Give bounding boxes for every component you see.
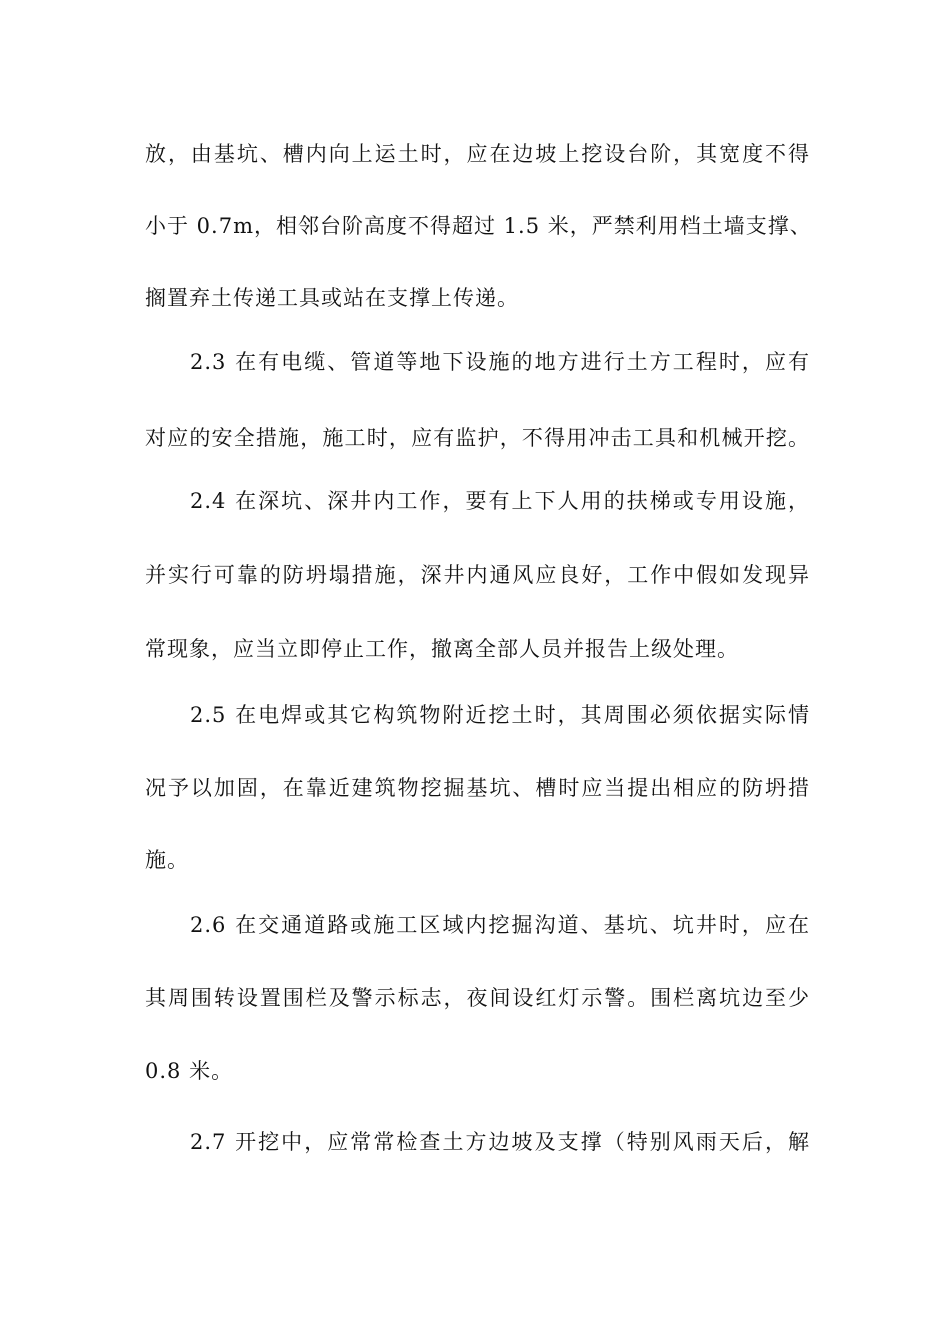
text-line: 并实行可靠的防坍塌措施，深井内通风应良好，工作中假如发现异 (145, 563, 810, 587)
text-line: 常现象，应当立即停止工作，撤离全部人员并报告上级处理。 (145, 637, 739, 661)
text-line: 2.6 在交通道路或施工区域内挖掘沟道、基坑、坑井时，应在 (190, 913, 810, 937)
text-line: 2.4 在深坑、深井内工作，要有上下人用的扶梯或专用设施， (190, 489, 810, 513)
text-line: 对应的安全措施，施工时，应有监护，不得用冲击工具和机械开挖。 (145, 426, 810, 450)
text-line: 2.3 在有电缆、管道等地下设施的地方进行土方工程时，应有 (190, 350, 810, 374)
text-line: 施。 (145, 848, 189, 872)
text-line: 2.7 开挖中，应常常检查土方边坡及支撑（特别风雨天后，解 (190, 1130, 810, 1154)
text-line: 搁置弃土传递工具或站在支撑上传递。 (145, 286, 519, 310)
text-line: 0.8 米。 (145, 1059, 234, 1083)
text-line: 小于 0.7m，相邻台阶高度不得超过 1.5 米，严禁利用档土墙支撑、 (145, 214, 812, 238)
text-line: 2.5 在电焊或其它构筑物附近挖土时，其周围必须依据实际情 (190, 703, 810, 727)
text-line: 况予以加固，在靠近建筑物挖掘基坑、槽时应当提出相应的防坍措 (145, 776, 810, 800)
text-line: 其周围转设置围栏及警示标志，夜间设红灯示警。围栏离坑边至少 (145, 986, 810, 1010)
text-line: 放，由基坑、槽内向上运土时，应在边坡上挖设台阶，其宽度不得 (145, 142, 810, 166)
